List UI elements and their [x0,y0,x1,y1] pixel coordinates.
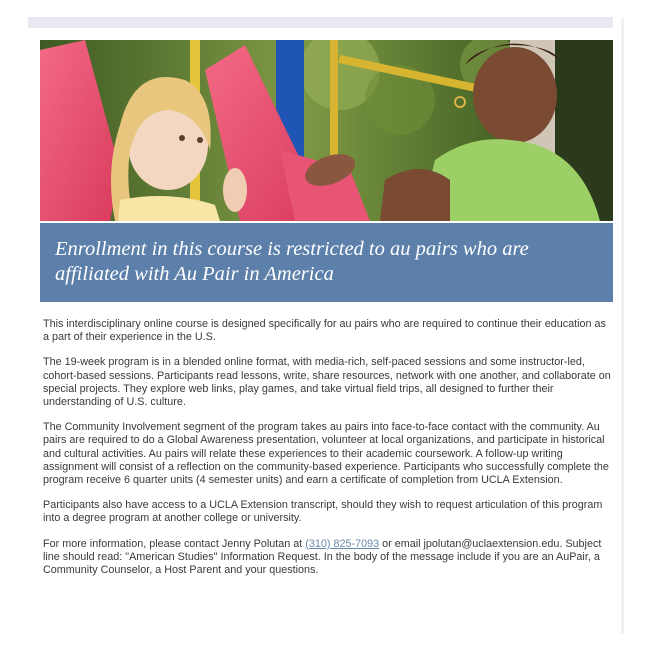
course-description [43,318,611,589]
top-bar [28,17,613,28]
contact-text-after: or email jpolutan@uclaextension.edu. Subject line should read: "American Studies" Information Request. In the body of the message include if you are an AuPair, a Community Counselor, a Host Parent and your questions. [43,537,602,577]
paragraph-contact [43,538,611,578]
paragraph-transcript: Participants also have access to a UCLA Extension transcript, should they wish to request articulation of this program into a degree program at another college or university. [43,499,603,525]
banner-heading: Enrollment in this course is restricted to au pairs who are affiliated with Au Pair in America [55,238,529,285]
paragraph-community-involvement: The Community Involvement segment of the program takes au pairs into face-to-face contact with the community. Au pairs are required to do a Global Awareness presentation, volunteer at local organizations, and participate in historical and cultural activities. Au pairs will relate these experiences to their academic coursework. A follow-up writing assignment will consist of a reflection on the community-based experience. Participants who successfully complete the program receive 6 quarter units (4 semester units) and earn a certificate of completion from UCLA Extension. [43,421,609,487]
paragraph-program-format: The 19-week program is in a blended online format, with media-rich, self-paced sessions and some instructor-led, cohort-based sessions. Participants read lessons, write, share resources, network with one another, and collaborate on special projects. They explore web links, play games, and take virtual field trips, all designed to further their understanding of U.S. culture. [43,356,611,409]
contact-text-before: For more information, please contact Jenny Polutan at [43,537,306,550]
hero-image [40,40,613,221]
phone-link[interactable]: (310) 825-7093 [305,537,380,550]
scrollbar-track[interactable] [621,17,624,634]
paragraph-intro: This interdisciplinary online course is designed specifically for au pairs who are required to continue their education as a part of their experience in the U.S. [43,318,606,344]
enrollment-banner [40,223,613,302]
